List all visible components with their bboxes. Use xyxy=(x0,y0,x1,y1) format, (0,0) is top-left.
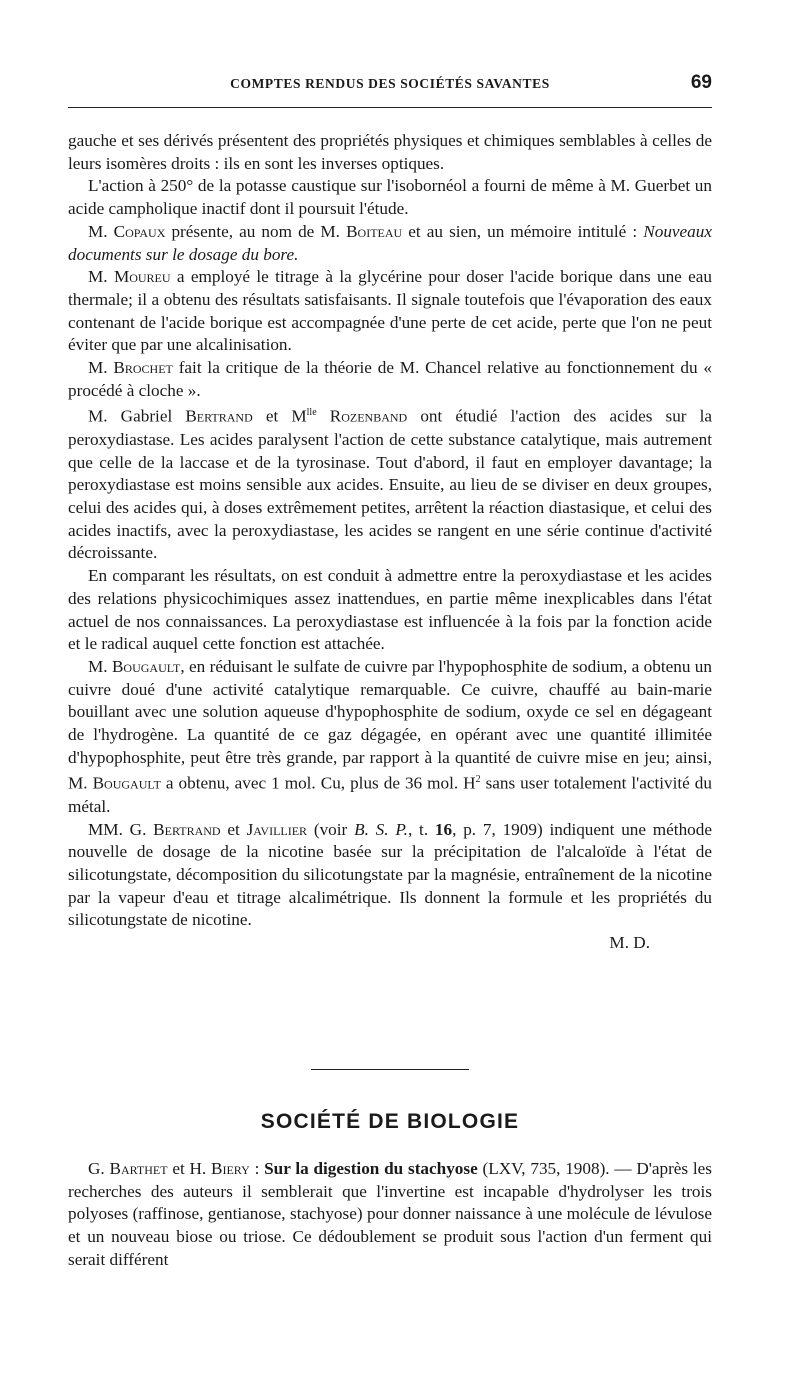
volume-number: 16 xyxy=(434,819,453,839)
author-name: Javillier xyxy=(246,819,308,839)
paragraph: gauche et ses dérivés présentent des propriétés physiques et chimiques semblables à celles de leurs isomères droits : ils en sont les inverses optiques. xyxy=(68,131,712,173)
text: G. xyxy=(88,1159,110,1178)
text: et H. xyxy=(167,1159,211,1178)
text: M. xyxy=(88,358,114,378)
text: et xyxy=(220,819,247,839)
text: (voir xyxy=(307,819,355,839)
text: , en réduisant le sulfate de cuivre par l'hypophosphite de sodium, a obtenu un cuivre doué d'une activité catalytique remarquable. Ce cuivre, chauffé au bain-marie bouillant avec une solution aqueuse d'hypophosphite de sodium, oxyde ce sel en dégageant de l'hydrogène. La quantité de ce gaz dégagée, en opérant avec une quantité illimitée d'hypophosphite, peut être très grande, par rapport à la quantité de cuivre mise en jeu; ainsi, M. xyxy=(68,656,712,794)
text: M. xyxy=(88,221,114,241)
text: , t. xyxy=(407,819,435,839)
paragraph xyxy=(68,656,712,819)
text: et M xyxy=(252,407,307,427)
text: sans user totalement l'activité du métal. xyxy=(68,774,712,816)
author-name: Barthet xyxy=(109,1159,168,1178)
page-number: 69 xyxy=(690,72,712,93)
paragraph: L'action à 250° de la potasse caustique sur l'isobornéol a fourni de même à M. Guerbet un acide campholique inactif dont il poursuit l'étude. xyxy=(68,176,712,219)
text: : xyxy=(249,1159,265,1178)
text: M. Gabriel xyxy=(88,407,186,427)
author-name: Boiteau xyxy=(346,221,403,241)
text: a obtenu, avec 1 mol. Cu, plus de 36 mol. H xyxy=(160,774,476,794)
paragraph xyxy=(68,357,712,402)
section-title: SOCIÉTÉ DE BIOLOGIE xyxy=(260,1110,520,1133)
signature: M. D. xyxy=(609,933,650,953)
journal-reference: B. S. P. xyxy=(354,819,408,839)
header-rule xyxy=(68,107,712,108)
author-name: Brochet xyxy=(113,358,173,378)
paragraph xyxy=(68,266,712,357)
text: M. xyxy=(88,267,114,287)
author-name: Copaux xyxy=(113,221,166,241)
author-name: Rozenband xyxy=(329,407,408,427)
page-header xyxy=(68,72,712,102)
paragraph xyxy=(68,402,712,565)
author-name: Bertrand xyxy=(185,407,253,427)
text: , p. 7, 1909) indiquent une méthode nouvelle de dosage de la nicotine basée sur la précipitation de l'alcaloïde à l'état de silicotungstate, décomposition du silicotungstate par la magnésie, entraînement de la nicotine par la vapeur d'eau et titrage alcalimétrique. Ils donnent la formule et les propriétés du silicotungstate de nicotine. xyxy=(68,819,712,930)
text xyxy=(317,407,330,426)
author-name: Bertrand xyxy=(153,819,221,839)
text: fait la critique de la théorie de M. Chancel relative au fonctionnement du « procédé à cloche ». xyxy=(68,358,712,400)
text: et au sien, un mémoire intitulé : xyxy=(402,221,644,241)
paragraph xyxy=(68,221,712,266)
text: M. xyxy=(88,656,112,676)
text: présente, au nom de M. xyxy=(165,221,347,241)
text: MM. G. xyxy=(88,819,154,839)
article-title: Sur la digestion du stachyose xyxy=(264,1159,478,1178)
text: (LXV, 735, 1908). — D'après les recherches des auteurs il semblerait que l'invertine est incapable d'hydrolyser les trois polyoses (raffinose, gentianose, stachyose) pour donner naissance à une molécule de lévulose et un nouveau biose ou triose. Ce dédoublement se produit sous l'action d'un ferment qui serait différent xyxy=(68,1159,712,1269)
paragraph: En comparant les résultats, on est conduit à admettre entre la peroxydiastase et les acides des relations physicochimiques assez inattendues, en partie même inexplicables dans l'état actuel de nos connaissances. La peroxydiastase est influencée à la fois par la fonction acide et le radical auquel cette fonction est attachée. xyxy=(68,566,712,654)
author-name: Bougault xyxy=(92,774,161,794)
author-name: Moureu xyxy=(113,267,171,287)
author-name: Biery xyxy=(210,1159,250,1178)
paragraph xyxy=(68,819,712,933)
article-text xyxy=(68,1158,712,1272)
text: ont étudié l'action des acides sur la peroxydiastase. Les acides paralysent l'action de cette substance catalytique, mais autrement que celle de la laccase et de la tyrosinase. Tout d'abord, il faut en employer davantage; la peroxydiastase est moins sensible aux acides. Ensuite, au lieu de se diviser en deux groupes, celui des acides qui, à doses extrêmement petites, arrêtent la réaction diastasique, et celui des acides inactifs, avec la peroxydiastase, les acides se rangent en une série continue d'activité décroissante. xyxy=(68,407,713,563)
memoir-title: Nouveaux documents sur le dosage du bore. xyxy=(68,221,712,264)
section-divider xyxy=(311,1069,469,1070)
running-title: COMPTES RENDUS DES SOCIÉTÉS SAVANTES xyxy=(230,76,550,91)
author-name: Bougault xyxy=(111,656,181,676)
paragraph xyxy=(68,1158,712,1272)
superscript: lle xyxy=(306,407,317,419)
body-text xyxy=(68,130,712,955)
superscript: 2 xyxy=(475,774,481,786)
text: a employé le titrage à la glycérine pour doser l'acide borique dans une eau thermale; il a obtenu des résultats satisfaisants. Il signale toutefois que l'évaporation des eaux contenant de l'acide borique est accompagnée d'une perte de cet acide, perte que l'on ne peut éviter que par une alcalinisation. xyxy=(68,267,712,355)
